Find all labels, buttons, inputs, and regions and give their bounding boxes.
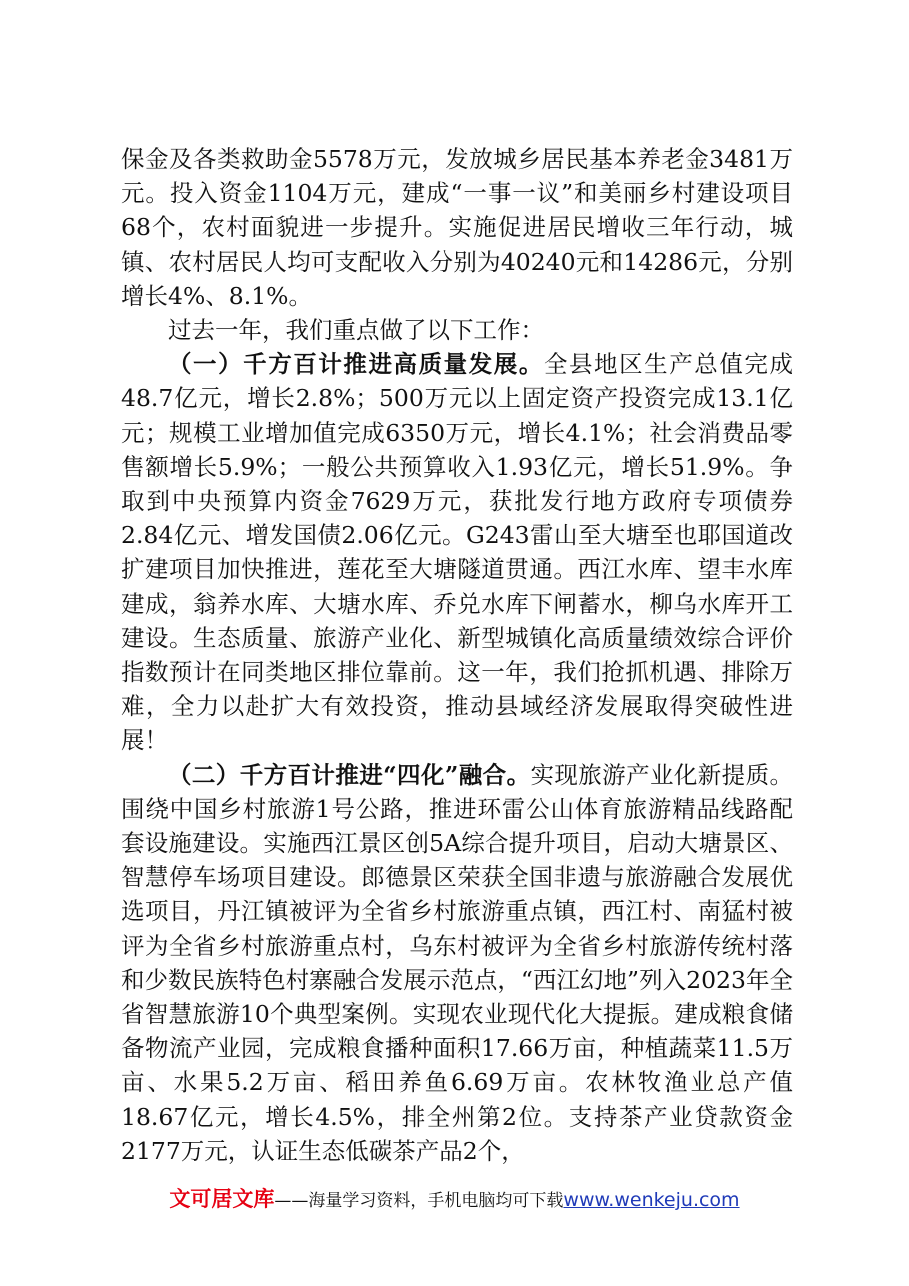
section-heading-two: （二）千方百计推进“四化”融合。 xyxy=(168,760,531,789)
paragraph-four-modernizations xyxy=(121,758,793,1168)
website-link[interactable]: www.wenkeju.com xyxy=(563,1189,740,1211)
paragraph-high-quality-development xyxy=(121,347,793,757)
section-two-text: 实现旅游产业化新提质。围绕中国乡村旅游1号公路，推进环雷公山体育旅游精品线路配套设施建设。实施西江景区创5A综合提升项目，启动大塘景区、智慧停车场项目建设。郎德景区荣获全国非遗与旅游融合发展优选项目，丹江镇被评为全省乡村旅游重点镇，西江村、南猛村被评为全省乡村旅游重点村，乌东村被评为全省乡村旅游传统村落和少数民族特色村寨融合发展示范点，“西江幻地”列入2023年全省智慧旅游10个典型案例。实现农业现代化大提振。建成粮食储备物流产业园，完成粮食播种面积17.66万亩，种植蔬菜11.5万亩、水果5.2万亩、稻田养鱼6.69万亩。农林牧渔业总产值18.67亿元，增长4.5%，排全州第2位。支持茶产业贷款资金2177万元，认证生态低碳茶产品2个， xyxy=(121,760,793,1165)
footer-banner xyxy=(0,1183,909,1213)
footer-slogan: ——海量学习资料，手机电脑均可下载 xyxy=(274,1191,564,1211)
paragraph-work-intro: 过去一年，我们重点做了以下工作： xyxy=(168,316,544,345)
brand-name: 文可居文库 xyxy=(169,1187,275,1211)
document-body xyxy=(121,142,793,1168)
paragraph-income-summary: 保金及各类救助金5578万元，发放城乡居民基本养老金3481万元。投入资金1104万元，建成“一事一议”和美丽乡村建设项目68个，农村面貌进一步提升。实施促进居民增收三年行动，城镇、农村居民人均可支配收入分别为40240元和14286元，分别增长4%、8.1%。 xyxy=(121,145,793,310)
section-heading-one: （一）千方百计推进高质量发展。 xyxy=(168,350,544,379)
section-one-text: 全县地区生产总值完成48.7亿元，增长2.8%；500万元以上固定资产投资完成13.1亿元；规模工业增加值完成6350万元，增长4.1%；社会消费品零售额增长5.9%；一般公共预算收入1.93亿元，增长51.9%。争取到中央预算内资金7629万元，获批发行地方政府专项债券2.84亿元、增发国债2.06亿元。G243雷山至大塘至也耶国道改扩建项目加快推进，莲花至大塘隧道贯通。西江水库、望丰水库建成，翁养水库、大塘水库、乔兑水库下闸蓄水，柳乌水库开工建设。生态质量、旅游产业化、新型城镇化高质量绩效综合评价指数预计在同类地区排位靠前。这一年，我们抢抓机遇、排除万难，全力以赴扩大有效投资，推动县域经济发展取得突破性进展！ xyxy=(121,350,793,755)
